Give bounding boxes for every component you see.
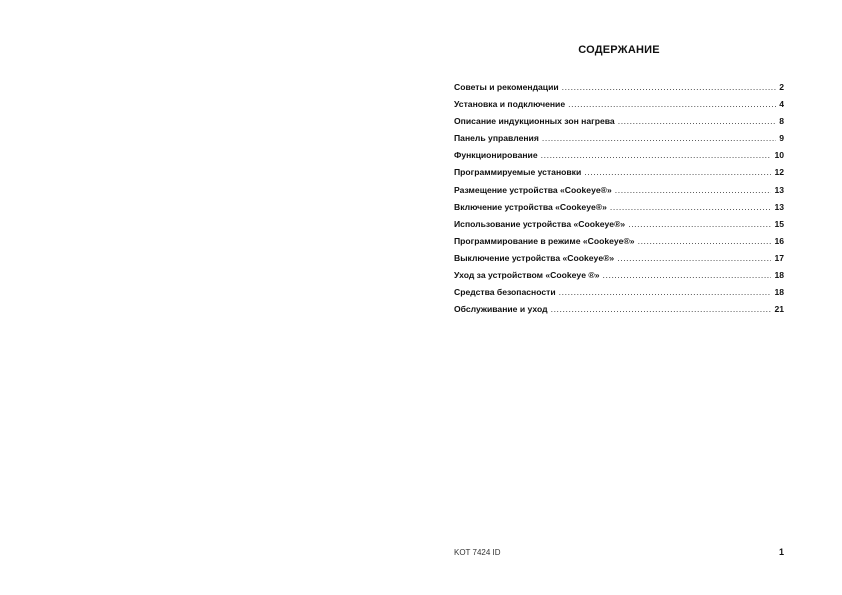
toc-entry-page: 18 <box>774 270 784 281</box>
toc-entry-label: Использование устройства «Cookeye®» <box>454 218 626 229</box>
toc-entry-page: 10 <box>774 150 784 161</box>
footer-model-number: KOT 7424 ID <box>454 548 501 557</box>
toc-entry <box>454 82 784 99</box>
toc-entry-page: 4 <box>779 99 784 110</box>
toc-entry-label: Описание индукционных зон нагрева <box>454 116 615 127</box>
toc-entry-page: 12 <box>774 167 784 178</box>
toc-entry <box>454 219 784 236</box>
toc-dot-leader <box>562 82 777 92</box>
toc-entry <box>454 202 784 219</box>
toc-entry-page: 17 <box>774 252 784 263</box>
table-of-contents <box>454 82 784 321</box>
toc-dot-leader <box>615 185 772 195</box>
toc-entry-label: Советы и рекомендации <box>454 82 559 92</box>
toc-entry-label: Программируемые установки <box>454 167 582 178</box>
toc-entry-page: 18 <box>774 287 784 298</box>
toc-dot-leader <box>610 202 772 212</box>
toc-entry-page: 13 <box>774 201 784 212</box>
toc-entry-label: Обслуживание и уход <box>454 304 548 315</box>
toc-dot-leader <box>638 236 772 246</box>
toc-entry-label: Функционирование <box>454 150 538 161</box>
toc-entry-page: 9 <box>779 133 784 144</box>
footer-page-number: 1 <box>778 547 784 557</box>
toc-dot-leader <box>559 287 772 297</box>
toc-dot-leader <box>584 167 771 177</box>
toc-entry-label: Программирование в режиме «Cookeye®» <box>454 235 635 246</box>
toc-dot-leader <box>617 253 771 263</box>
toc-entry <box>454 133 784 150</box>
toc-entry <box>454 236 784 253</box>
toc-entry-page: 2 <box>779 82 784 92</box>
toc-entry <box>454 167 784 184</box>
toc-entry-label: Средства безопасности <box>454 287 556 298</box>
toc-dot-leader <box>541 150 772 160</box>
toc-entry <box>454 99 784 116</box>
toc-dot-leader <box>551 304 772 314</box>
toc-entry <box>454 116 784 133</box>
toc-dot-leader <box>602 270 771 280</box>
toc-entry-page: 13 <box>774 184 784 195</box>
page-title: СОДЕРЖАНИЕ <box>578 44 660 56</box>
toc-dot-leader <box>568 99 776 109</box>
toc-entry-page: 21 <box>774 304 784 315</box>
toc-entry-label: Выключение устройства «Cookeye®» <box>454 252 615 263</box>
toc-entry-label: Установка и подключение <box>454 99 566 110</box>
toc-entry <box>454 270 784 287</box>
toc-dot-leader <box>542 133 776 143</box>
toc-entry <box>454 304 784 321</box>
toc-entry-page: 15 <box>774 218 784 229</box>
toc-entry-label: Панель управления <box>454 133 539 144</box>
toc-entry <box>454 253 784 270</box>
toc-entry <box>454 287 784 304</box>
toc-dot-leader <box>628 219 771 229</box>
toc-entry-page: 16 <box>774 235 784 246</box>
toc-entry-label: Уход за устройством «Cookeye ®» <box>454 270 600 281</box>
toc-entry <box>454 150 784 167</box>
toc-entry-page: 8 <box>779 116 784 127</box>
toc-entry-label: Включение устройства «Cookeye®» <box>454 201 607 212</box>
toc-entry-label: Размещение устройства «Cookeye®» <box>454 184 612 195</box>
toc-entry <box>454 185 784 202</box>
toc-dot-leader <box>618 116 777 126</box>
